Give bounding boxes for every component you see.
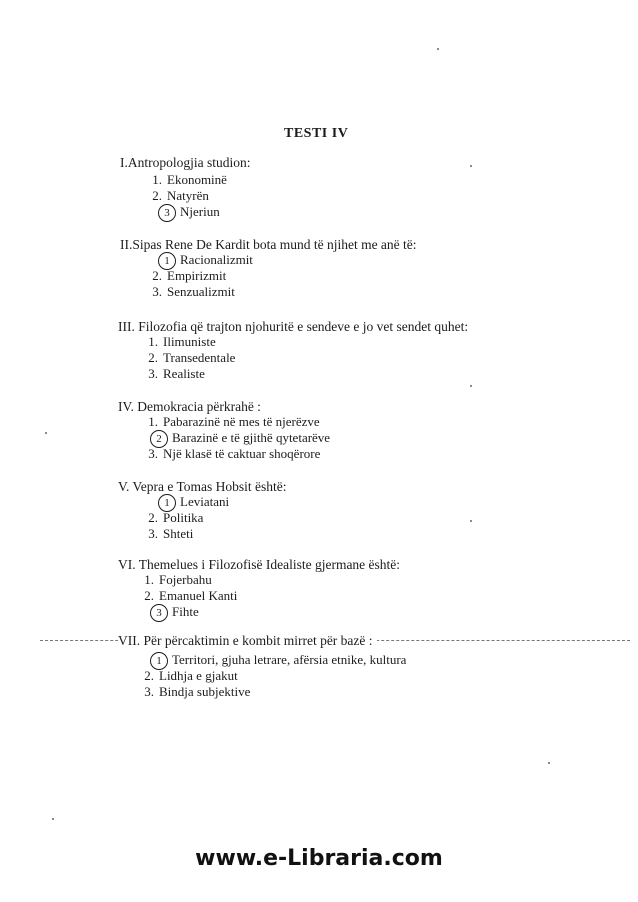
option-number: 3. bbox=[144, 684, 154, 699]
option-text: Një klasë të caktuar shoqërore bbox=[163, 446, 321, 461]
scan-speck bbox=[470, 520, 472, 522]
circled-answer-mark: 1 bbox=[158, 494, 176, 512]
option-number: 1. bbox=[152, 172, 162, 187]
option-number: 2. bbox=[148, 350, 158, 365]
option-3-1 bbox=[138, 334, 216, 350]
question-6: VI. Themelues i Filozofisë Idealiste gjermane është: bbox=[118, 557, 401, 572]
option-text: Realiste bbox=[163, 366, 205, 381]
scan-speck bbox=[548, 762, 550, 764]
option-text: Emanuel Kanti bbox=[159, 588, 238, 603]
option-text: Leviatani bbox=[180, 494, 230, 509]
option-number: 1. bbox=[148, 334, 158, 349]
option-text: Barazinë e të gjithë qytetarëve bbox=[172, 430, 331, 445]
option-text: Politika bbox=[163, 510, 204, 525]
question-5: V. Vepra e Tomas Hobsit është: bbox=[118, 479, 287, 494]
circled-answer-mark: 3 bbox=[158, 204, 176, 222]
option-text: Natyrën bbox=[167, 188, 209, 203]
option-number: 2. bbox=[144, 588, 154, 603]
option-3-3 bbox=[138, 366, 205, 382]
option-6-1 bbox=[134, 572, 212, 588]
scan-speck bbox=[52, 818, 54, 820]
option-5-3 bbox=[138, 526, 193, 542]
circled-answer-mark: 3 bbox=[150, 604, 168, 622]
option-number: 3. bbox=[152, 284, 162, 299]
option-text: Empirizmit bbox=[167, 268, 227, 283]
option-number: 3. bbox=[148, 526, 158, 541]
option-text: Ekonominë bbox=[167, 172, 227, 187]
option-6-3 bbox=[146, 604, 199, 622]
option-1-2 bbox=[142, 188, 209, 204]
option-number: 1. bbox=[144, 572, 154, 587]
question-1: I.Antropologjia studion: bbox=[120, 155, 251, 170]
option-text: Fojerbahu bbox=[159, 572, 212, 587]
question-4: IV. Demokracia përkrahë : bbox=[118, 399, 261, 414]
option-6-2 bbox=[134, 588, 237, 604]
option-7-3 bbox=[134, 684, 250, 700]
footer-watermark: www.e-Libraria.com bbox=[195, 846, 443, 871]
question-3: III. Filozofia që trajton njohuritë e sendeve e jo vet sendet quhet: bbox=[118, 319, 469, 334]
option-number: 2. bbox=[148, 510, 158, 525]
option-3-2 bbox=[138, 350, 235, 366]
option-text: Senzualizmit bbox=[167, 284, 235, 299]
option-text: Lidhja e gjakut bbox=[159, 668, 238, 683]
option-text: Fihte bbox=[172, 604, 199, 619]
option-7-2 bbox=[134, 668, 238, 684]
option-5-2 bbox=[138, 510, 203, 526]
option-text: Njeriun bbox=[180, 204, 220, 219]
circled-answer-mark: 1 bbox=[158, 252, 176, 270]
option-1-3 bbox=[154, 204, 220, 222]
option-4-1 bbox=[138, 414, 320, 430]
option-text: Ilimuniste bbox=[163, 334, 216, 349]
circled-answer-mark: 2 bbox=[150, 430, 168, 448]
scan-speck bbox=[470, 165, 472, 167]
option-text: Bindja subjektive bbox=[159, 684, 251, 699]
option-text: Territori, gjuha letrare, afërsia etnike, kultura bbox=[172, 652, 407, 667]
question-7: VII. Për përcaktimin e kombit mirret për bazë : bbox=[118, 632, 377, 649]
option-4-3 bbox=[138, 446, 320, 462]
option-number: 1. bbox=[148, 414, 158, 429]
circled-answer-mark: 1 bbox=[150, 652, 168, 670]
option-text: Transedentale bbox=[163, 350, 236, 365]
question-2: II.Sipas Rene De Kardit bota mund të njihet me anë të: bbox=[120, 237, 417, 252]
option-text: Shteti bbox=[163, 526, 194, 541]
option-2-2 bbox=[142, 268, 226, 284]
option-text: Pabarazinë në mes të njerëzve bbox=[163, 414, 320, 429]
option-1-1 bbox=[142, 172, 227, 188]
option-text: Racionalizmit bbox=[180, 252, 253, 267]
option-number: 2. bbox=[152, 188, 162, 203]
scan-speck bbox=[45, 432, 47, 434]
option-number: 2. bbox=[144, 668, 154, 683]
scan-speck bbox=[470, 385, 472, 387]
option-number: 3. bbox=[148, 446, 158, 461]
option-number: 2. bbox=[152, 268, 162, 283]
option-2-3 bbox=[142, 284, 235, 300]
page-title: TESTI IV bbox=[284, 126, 349, 141]
option-number: 3. bbox=[148, 366, 158, 381]
scan-speck bbox=[437, 48, 439, 50]
